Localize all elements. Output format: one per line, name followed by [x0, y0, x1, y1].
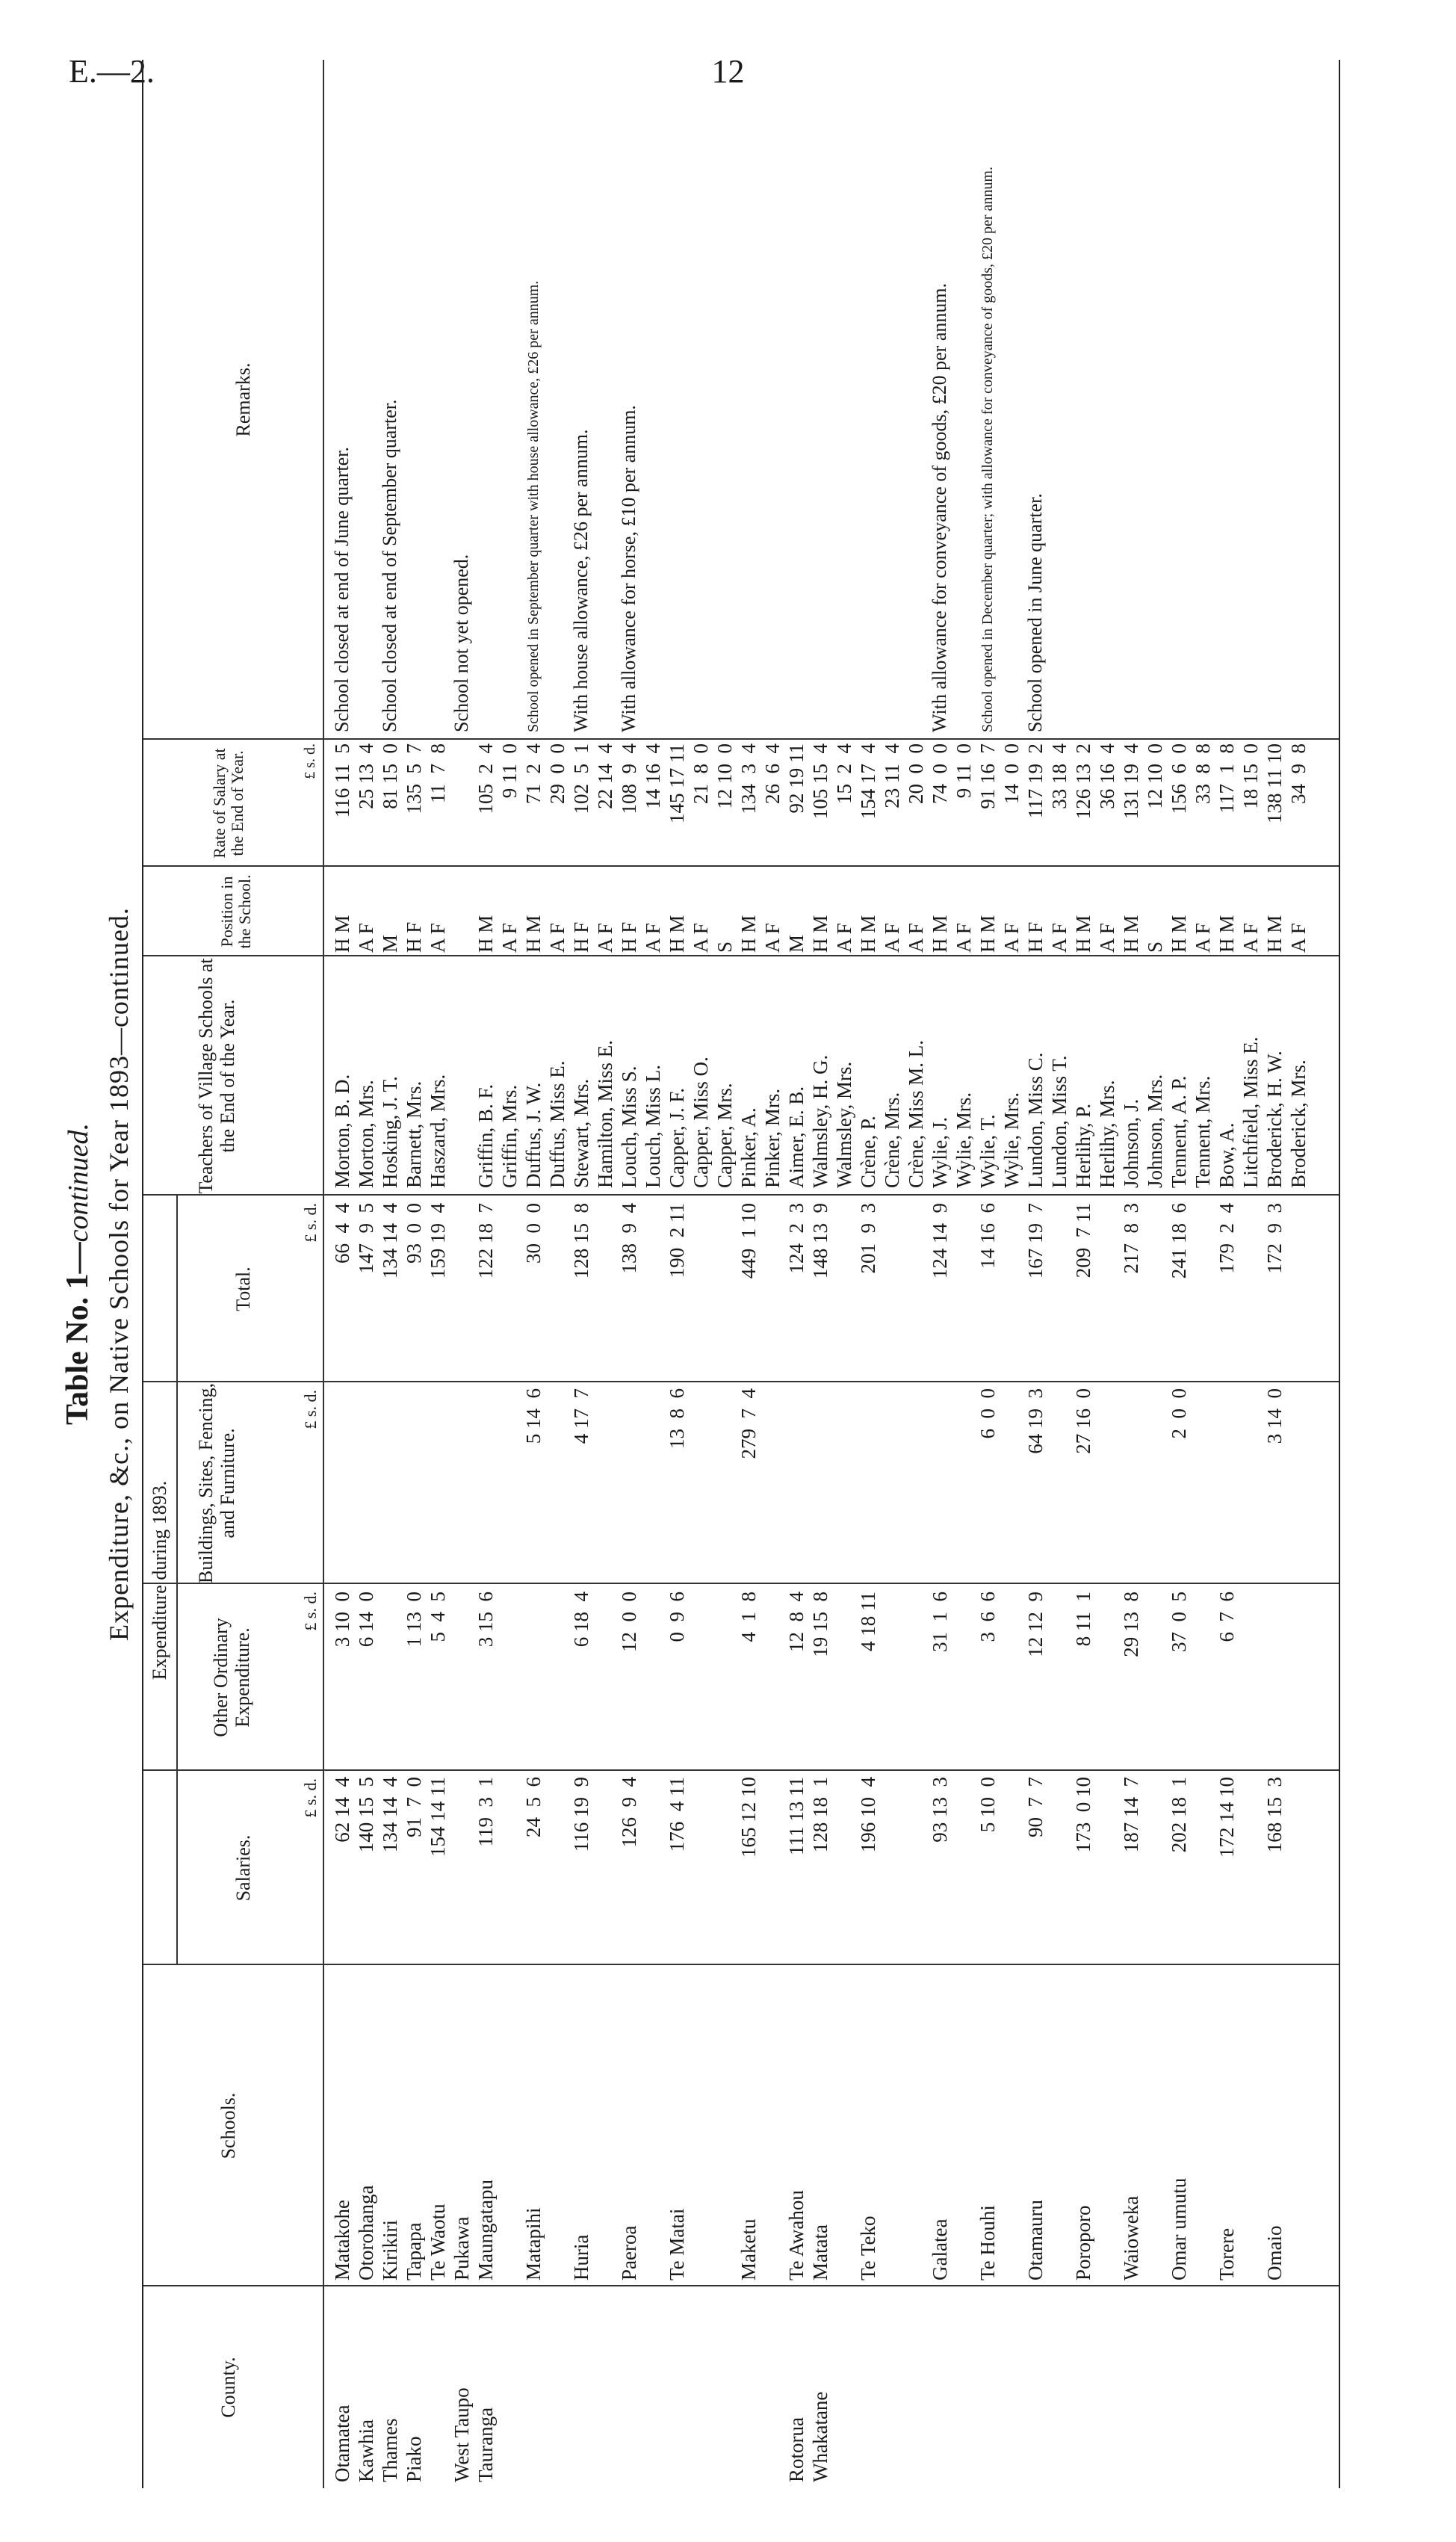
cell-teacher: Capper, Miss O. — [690, 1057, 712, 1188]
cell-rem: School closed at end of June quarter. — [331, 447, 353, 732]
table-row — [426, 60, 450, 2488]
cell-rate: 12 10 0 — [1144, 743, 1166, 809]
cell-teacher: Haszard, Mrs. — [427, 1074, 449, 1188]
cell-pos: A F — [690, 923, 712, 953]
cell-oth: 0 9 6 — [666, 1592, 688, 1642]
cell-pos: A F — [1000, 923, 1023, 953]
cell-school: Omar umutu — [1168, 2177, 1190, 2280]
table-row — [904, 60, 928, 2488]
table-row — [450, 60, 474, 2488]
cell-teacher: Bow, A. — [1215, 1122, 1238, 1188]
cell-rate: 105 2 4 — [474, 743, 497, 814]
cell-school: Te Houhi — [976, 2205, 999, 2280]
cell-rate: 126 13 2 — [1072, 743, 1094, 820]
table-row — [1286, 60, 1310, 2488]
cell-teacher: Morton, B. D. — [331, 1074, 353, 1188]
cell-pos: H M — [1120, 915, 1142, 953]
cell-teacher: Hosking, J. T. — [379, 1076, 401, 1188]
cell-oth: 3 10 0 — [331, 1592, 353, 1648]
cell-bld: 3 14 0 — [1263, 1388, 1286, 1444]
cell-tot: 217 8 3 — [1120, 1203, 1142, 1274]
cell-sal: 196 10 4 — [857, 1777, 879, 1853]
cell-rate: 15 2 4 — [833, 743, 855, 804]
cell-sal: 168 15 3 — [1263, 1777, 1286, 1853]
cell-oth: 4 18 11 — [857, 1592, 879, 1651]
cell-teacher: Walmsley, H. G. — [809, 1054, 831, 1188]
cell-teacher: Aimer, E. B. — [785, 1086, 808, 1188]
cell-school: Paeroa — [618, 2225, 640, 2280]
cell-sal: 119 3 1 — [474, 1777, 497, 1847]
cell-pos: H M — [1263, 915, 1286, 953]
cell-oth: 12 0 0 — [618, 1592, 640, 1652]
header-other-expenditure: Other Ordinary Expenditure. — [210, 1618, 253, 1737]
cell-rate: 116 11 5 — [331, 743, 353, 818]
cell-pos: H M — [976, 915, 999, 953]
lsd-buildings: £ s. d. — [301, 1390, 320, 1429]
cell-rate: 36 16 4 — [1096, 743, 1118, 809]
cell-county: Tauranga — [474, 2407, 497, 2482]
cell-bld: 13 8 6 — [666, 1388, 688, 1449]
table-row — [1167, 60, 1191, 2488]
cell-teacher: Wylie, T. — [976, 1114, 999, 1188]
cell-tot: 124 2 3 — [785, 1203, 808, 1274]
cell-school: Poroporo — [1072, 2205, 1094, 2280]
cell-bld: 4 17 7 — [570, 1388, 592, 1444]
cell-school: Waioweka — [1120, 2195, 1142, 2280]
cell-school: Galatea — [929, 2218, 951, 2280]
cell-pos: A F — [1287, 923, 1310, 953]
cell-rem: School closed at end of September quarter. — [379, 399, 400, 732]
cell-county: Piako — [403, 2436, 425, 2482]
cell-pos: A F — [905, 923, 927, 953]
cell-rate: 14 16 4 — [642, 743, 664, 809]
cell-pos: M — [785, 934, 808, 953]
cell-tot: 147 9 5 — [355, 1203, 377, 1274]
cell-tot: 30 0 0 — [522, 1203, 545, 1264]
table-row — [1095, 60, 1119, 2488]
cell-pos: A F — [761, 923, 784, 953]
cell-pos: H F — [403, 921, 425, 953]
cell-teacher: Tennent, A. P. — [1168, 1075, 1190, 1188]
table-row — [952, 60, 976, 2488]
table-row — [330, 60, 354, 2488]
cell-teacher: Louch, Miss L. — [642, 1065, 664, 1188]
cell-sal: 91 7 0 — [403, 1777, 425, 1837]
cell-rate: 33 8 8 — [1192, 743, 1214, 804]
table-row — [976, 60, 1000, 2488]
cell-sal: 111 13 11 — [785, 1777, 808, 1855]
cell-oth: 6 14 0 — [355, 1592, 377, 1648]
cell-tot: 122 18 7 — [474, 1203, 497, 1279]
header-buildings: Buildings, Sites, Fencing, and Furniture. — [195, 1383, 238, 1583]
cell-pos: M — [379, 934, 401, 953]
cell-rate: 102 5 1 — [570, 743, 592, 814]
cell-teacher: Litchfield, Miss E. — [1239, 1036, 1262, 1188]
cell-rate: 26 6 4 — [761, 743, 784, 804]
cell-teacher: Crène, Mrs. — [881, 1092, 903, 1188]
cell-county: Thames — [379, 2418, 401, 2482]
cell-rate: 154 17 4 — [857, 743, 879, 820]
cell-tot: 93 0 0 — [403, 1203, 425, 1264]
cell-teacher: Broderick, H. W. — [1263, 1051, 1286, 1188]
cell-pos: H M — [1072, 915, 1094, 953]
cell-rem: School opened in June quarter. — [1024, 493, 1046, 732]
table-row — [545, 60, 569, 2488]
cell-pos: H M — [809, 915, 831, 953]
cell-rate: 9 11 0 — [498, 743, 521, 799]
table-row — [856, 60, 880, 2488]
cell-tot: 148 13 9 — [809, 1203, 831, 1279]
cell-teacher: Griffin, Mrs. — [498, 1084, 521, 1188]
cell-pos: H M — [1215, 915, 1238, 953]
page-number: 12 — [711, 53, 745, 90]
table-row — [737, 60, 760, 2488]
table-row — [928, 60, 952, 2488]
cell-tot: 167 19 7 — [1024, 1203, 1047, 1279]
cell-school: Matata — [809, 2224, 831, 2280]
cell-oth: 1 13 0 — [403, 1592, 425, 1648]
cell-rate: 34 9 8 — [1287, 743, 1310, 804]
cell-pos: H F — [618, 921, 640, 953]
cell-rem: With allowance for horse, £10 per annum. — [618, 405, 639, 732]
cell-rate: 108 9 4 — [618, 743, 640, 814]
cell-pos: H M — [666, 915, 688, 953]
cell-pos: A F — [498, 923, 521, 953]
header-total: Total. — [232, 1267, 254, 1311]
cell-teacher: Lundon, Miss C. — [1024, 1052, 1047, 1188]
table-row — [593, 60, 617, 2488]
cell-rate: 81 15 0 — [379, 743, 401, 809]
cell-school: Kirikiri — [379, 2220, 401, 2280]
header-remarks: Remarks. — [232, 362, 254, 437]
cell-sal: 202 18 1 — [1168, 1777, 1190, 1853]
cell-rate: 33 18 4 — [1048, 743, 1071, 809]
cell-oth: 6 18 4 — [570, 1592, 592, 1648]
cell-rate: 29 0 0 — [546, 743, 569, 804]
cell-teacher: Pinker, Mrs. — [761, 1088, 784, 1188]
cell-oth: 19 15 8 — [809, 1592, 831, 1657]
cell-rate: 23 11 4 — [881, 743, 903, 808]
cell-teacher: Morton, Mrs. — [355, 1080, 377, 1188]
cell-rate: 117 1 8 — [1215, 743, 1238, 814]
cell-teacher: Wylie, Mrs. — [952, 1092, 975, 1188]
table-row — [1047, 60, 1071, 2488]
cell-school: Te Teko — [857, 2215, 879, 2280]
cell-teacher: Stewart, Mrs. — [570, 1078, 592, 1188]
page-reference: E.—2. — [69, 53, 155, 90]
cell-pos: A F — [1048, 923, 1071, 953]
cell-sal: 172 14 10 — [1215, 1777, 1238, 1858]
cell-rem: With allowance for conveyance of goods, £20 per annum. — [929, 282, 950, 732]
cell-rate: 71 2 4 — [522, 743, 545, 804]
cell-sal: 62 14 4 — [331, 1777, 353, 1843]
cell-sal: 154 14 11 — [427, 1777, 449, 1857]
cell-oth: 12 8 4 — [785, 1592, 808, 1652]
cell-teacher: Johnson, J. — [1120, 1098, 1142, 1188]
cell-oth: 3 6 6 — [976, 1592, 999, 1642]
cell-pos: A F — [1239, 923, 1262, 953]
lsd-rate: £ s. d. — [302, 743, 318, 779]
cell-school: Huria — [570, 2234, 592, 2280]
table-row — [498, 60, 521, 2488]
cell-school: Te Matai — [666, 2208, 688, 2280]
cell-teacher: Wylie, Mrs. — [1000, 1092, 1023, 1188]
cell-sal: 116 19 9 — [570, 1777, 592, 1852]
cell-county: Otamatea — [331, 2405, 353, 2482]
cell-rem: School opened in December quarter; with allowance for conveyance of goods, £20 per annum. — [979, 167, 996, 732]
cell-school: Otorohanga — [355, 2185, 377, 2280]
table-row — [521, 60, 545, 2488]
cell-county: Rotorua — [785, 2417, 808, 2482]
cell-school: Te Waotu — [427, 2204, 449, 2280]
table-row — [402, 60, 426, 2488]
table-row — [1215, 60, 1239, 2488]
cell-teacher: Walmsley, Mrs. — [833, 1061, 855, 1188]
cell-bld: 6 0 0 — [976, 1388, 999, 1439]
table-row — [1071, 60, 1095, 2488]
cell-pos: H F — [1024, 921, 1047, 953]
cell-rate: 138 11 10 — [1263, 743, 1286, 823]
cell-sal: 5 10 0 — [976, 1777, 999, 1833]
cell-pos: A F — [1192, 923, 1214, 953]
cell-oth: 37 0 5 — [1168, 1592, 1190, 1652]
cell-school: Matapihi — [522, 2207, 545, 2280]
cell-teacher: Pinker, A. — [737, 1107, 760, 1188]
rotated-table-page — [60, 60, 1397, 2488]
cell-tot: 209 7 11 — [1072, 1203, 1094, 1278]
cell-teacher: Herlihy, P. — [1072, 1104, 1094, 1188]
table-row — [569, 60, 593, 2488]
table-row — [1119, 60, 1143, 2488]
table-row — [354, 60, 378, 2488]
cell-tot: 179 2 4 — [1215, 1203, 1238, 1274]
cell-pos: A F — [642, 923, 664, 953]
cell-tot: 159 19 4 — [427, 1203, 449, 1279]
cell-school: Maketu — [737, 2218, 760, 2280]
cell-teacher: Crène, P. — [857, 1116, 879, 1188]
cell-oth: 12 12 9 — [1024, 1592, 1047, 1657]
cell-teacher: Louch, Miss S. — [618, 1066, 640, 1188]
table-title: Table No. 1—continued. — [61, 1122, 95, 1426]
cell-rate: 22 14 4 — [594, 743, 616, 809]
cell-rate: 91 16 7 — [976, 743, 999, 809]
cell-oth: 3 15 6 — [474, 1592, 497, 1648]
cell-rate: 135 5 7 — [403, 743, 425, 814]
lsd-total: £ s. d. — [301, 1203, 320, 1243]
cell-rate: 11 7 8 — [427, 743, 449, 803]
header-teachers: Teachers of Village Schools at the End of the Year. — [195, 958, 238, 1194]
cell-sal: 90 7 7 — [1024, 1777, 1047, 1837]
cell-teacher: Hamilton, Miss E. — [594, 1039, 616, 1188]
cell-rem: School opened in September quarter with house allowance, £26 per annum. — [525, 280, 542, 732]
table-row — [378, 60, 402, 2488]
cell-rate: 25 13 4 — [355, 743, 377, 809]
cell-teacher: Crène, Miss M. L. — [905, 1040, 927, 1188]
cell-tot: 14 16 6 — [976, 1203, 999, 1269]
cell-pos: A F — [1096, 923, 1118, 953]
cell-pos: H M — [1168, 915, 1190, 953]
cell-school: Matakohe — [331, 2200, 353, 2280]
header-schools: Schools. — [217, 2092, 239, 2159]
table-row — [665, 60, 689, 2488]
cell-tot: 449 1 10 — [737, 1203, 760, 1279]
cell-rem: School not yet opened. — [450, 554, 472, 732]
cell-pos: A F — [594, 923, 616, 953]
table-row — [832, 60, 856, 2488]
cell-teacher: Wylie, J. — [929, 1116, 951, 1188]
cell-sal: 173 0 10 — [1072, 1777, 1094, 1853]
cell-county: West Taupo — [450, 2387, 473, 2482]
table-row — [1263, 60, 1286, 2488]
cell-school: Torere — [1215, 2227, 1238, 2280]
table-row — [760, 60, 784, 2488]
cell-oth: 29 13 8 — [1120, 1592, 1142, 1657]
cell-oth: 31 1 6 — [929, 1592, 951, 1652]
cell-sal: 140 15 5 — [355, 1777, 377, 1853]
cell-tot: 138 9 4 — [618, 1203, 640, 1274]
cell-tot: 66 4 4 — [331, 1203, 353, 1264]
cell-bld: 5 14 6 — [522, 1388, 545, 1444]
lsd-other: £ s. d. — [301, 1592, 320, 1631]
table-row — [641, 60, 665, 2488]
table-row — [1239, 60, 1263, 2488]
cell-sal: 24 5 6 — [522, 1777, 545, 1837]
cell-pos: H M — [857, 915, 879, 953]
cell-sal: 93 13 3 — [929, 1777, 951, 1843]
table-row — [1191, 60, 1215, 2488]
cell-pos: A F — [952, 923, 975, 953]
cell-oth: 4 1 8 — [737, 1592, 760, 1642]
cell-bld: 64 19 3 — [1024, 1388, 1047, 1454]
cell-pos: S — [713, 941, 736, 953]
cell-teacher: Lundon, Miss T. — [1048, 1055, 1071, 1188]
table-row — [689, 60, 713, 2488]
cell-rate: 92 19 11 — [785, 743, 808, 814]
table-row — [1000, 60, 1023, 2488]
cell-sal: 128 18 1 — [809, 1777, 831, 1853]
table-frame — [142, 60, 1340, 2488]
header-county: County. — [217, 2357, 239, 2418]
cell-pos: A F — [427, 923, 449, 953]
cell-teacher: Herlihy, Mrs. — [1096, 1080, 1118, 1188]
cell-pos: H M — [474, 915, 497, 953]
table-row — [808, 60, 832, 2488]
cell-tot: 128 15 8 — [570, 1203, 592, 1279]
cell-pos: A F — [546, 923, 569, 953]
cell-pos: A F — [881, 923, 903, 953]
cell-oth: 8 11 1 — [1072, 1592, 1094, 1647]
cell-teacher: Barnett, Mrs. — [403, 1080, 425, 1188]
cell-teacher: Tennent, Mrs. — [1192, 1075, 1214, 1188]
cell-sal: 187 14 7 — [1120, 1777, 1142, 1853]
cell-bld: 279 7 4 — [737, 1388, 760, 1459]
header-expenditure: Expenditure during 1893. — [149, 1480, 170, 1680]
cell-teacher: Johnson, Mrs. — [1144, 1074, 1166, 1188]
cell-pos: H F — [570, 921, 592, 953]
lsd-salaries: £ s. d. — [301, 1778, 320, 1818]
cell-sal: 176 4 11 — [666, 1777, 688, 1852]
cell-oth: 5 4 5 — [427, 1592, 449, 1642]
cell-rate: 156 6 0 — [1168, 743, 1190, 814]
cell-school: Omaio — [1263, 2225, 1286, 2280]
cell-rate: 74 0 0 — [929, 743, 951, 804]
cell-pos: A F — [355, 923, 377, 953]
cell-rate: 9 11 0 — [952, 743, 975, 799]
table-row — [784, 60, 808, 2488]
cell-sal: 165 12 10 — [737, 1777, 760, 1858]
header-position: Position in the School. — [217, 874, 255, 949]
cell-rate: 14 0 0 — [1000, 743, 1023, 804]
cell-rate: 145 17 11 — [666, 743, 688, 823]
cell-teacher: Duffus, J. W. — [522, 1082, 545, 1188]
cell-rate: 18 15 0 — [1239, 743, 1262, 809]
cell-rate: 21 8 0 — [690, 743, 712, 804]
cell-school: Maungatapu — [474, 2180, 497, 2280]
table-row — [617, 60, 641, 2488]
cell-rate: 105 15 4 — [809, 743, 831, 820]
cell-tot: 134 14 4 — [379, 1203, 401, 1279]
cell-bld: 27 16 0 — [1072, 1388, 1094, 1454]
cell-rate: 117 19 2 — [1024, 743, 1047, 819]
cell-school: Pukawa — [450, 2216, 473, 2280]
cell-pos: H M — [929, 915, 951, 953]
cell-rate: 134 3 4 — [737, 743, 760, 814]
cell-school: Te Awahou — [785, 2190, 808, 2280]
table-subtitle: Expenditure, &c., on Native Schools for Year 1893—continued. — [104, 907, 134, 1641]
cell-bld: 2 0 0 — [1168, 1388, 1190, 1439]
cell-rate: 12 10 0 — [713, 743, 736, 809]
table-row — [1023, 60, 1047, 2488]
cell-county: Whakatane — [809, 2391, 831, 2482]
table-row — [880, 60, 904, 2488]
cell-rem: With house allowance, £26 per annum. — [570, 429, 592, 732]
cell-sal: 126 9 4 — [618, 1777, 640, 1848]
cell-pos: H M — [522, 915, 545, 953]
cell-tot: 201 9 3 — [857, 1203, 879, 1274]
cell-teacher: Capper, Mrs. — [713, 1083, 736, 1188]
cell-school: Tapapa — [403, 2222, 425, 2280]
cell-tot: 172 9 3 — [1263, 1203, 1286, 1274]
cell-sal: 134 14 4 — [379, 1777, 401, 1853]
cell-rate: 20 0 0 — [905, 743, 927, 804]
cell-pos: H M — [737, 915, 760, 953]
cell-pos: H M — [331, 915, 353, 953]
cell-tot: 190 2 11 — [666, 1203, 688, 1278]
cell-rate: 131 19 4 — [1120, 743, 1142, 820]
cell-teacher: Capper, J. F. — [666, 1088, 688, 1188]
cell-tot: 241 18 6 — [1168, 1203, 1190, 1279]
table-row — [474, 60, 498, 2488]
cell-pos: S — [1144, 941, 1166, 953]
cell-pos: A F — [833, 923, 855, 953]
cell-teacher: Griffin, B. F. — [474, 1083, 497, 1188]
table-row — [713, 60, 737, 2488]
table-body — [330, 60, 1339, 2488]
cell-tot: 124 14 9 — [929, 1203, 951, 1279]
header-salaries: Salaries. — [232, 1834, 254, 1902]
header-rate: Rate of Salary at the End of Year. — [210, 748, 247, 859]
cell-school: Otamauru — [1024, 2200, 1047, 2280]
cell-teacher: Broderick, Mrs. — [1287, 1060, 1310, 1188]
cell-county: Kawhia — [355, 2419, 377, 2482]
table-row — [1143, 60, 1167, 2488]
cell-teacher: Duffus, Miss E. — [546, 1060, 569, 1188]
cell-oth: 6 7 6 — [1215, 1592, 1238, 1642]
